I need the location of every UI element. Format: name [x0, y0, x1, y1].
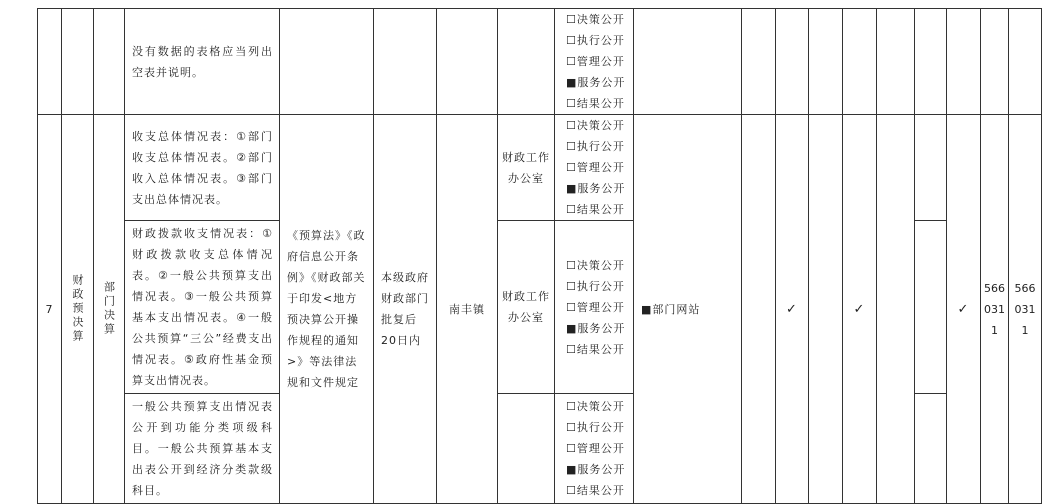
cell-channel: ■部门网站	[634, 115, 742, 504]
cell-empty	[742, 115, 776, 504]
cell-empty	[877, 115, 915, 504]
option-service: ■服务公开	[566, 463, 626, 476]
option-management: ☐管理公开	[566, 442, 625, 455]
option-management: ☐管理公开	[566, 55, 625, 68]
option-management: ☐管理公开	[566, 300, 625, 314]
cell-org-empty	[498, 9, 555, 115]
option-service: ■服务公开	[566, 321, 626, 335]
cell-timing: 本级政府财政部门批复后20日内	[374, 115, 437, 504]
cell-seq-empty	[38, 9, 62, 115]
cell-basis-empty	[280, 9, 374, 115]
cell-category-empty	[62, 9, 94, 115]
cell-subject: 南丰镇	[437, 115, 498, 504]
cell-description: 收支总体情况表：①部门收支总体情况表。②部门收入总体情况表。③部门支出总体情况表。	[125, 115, 280, 221]
cell-empty	[947, 9, 981, 115]
option-decision: ☐决策公开	[566, 13, 625, 26]
cell-category	[62, 115, 94, 504]
table-row-7a	[38, 115, 1042, 221]
cell-org	[498, 394, 555, 504]
option-result: ☐结果公开	[566, 203, 625, 216]
code-2-text: 566 031 1	[1014, 281, 1036, 337]
cell-subcategory	[94, 115, 125, 504]
cell-description: 没有数据的表格应当列出空表并说明。	[125, 9, 280, 115]
option-result: ☐结果公开	[566, 484, 625, 497]
cell-split-top	[915, 115, 947, 221]
cell-split-mid	[915, 221, 947, 394]
cell-disclosure-options	[555, 115, 634, 221]
cell-org: 财政工作办公室	[498, 115, 555, 221]
option-execution: ☐执行公开	[566, 140, 625, 153]
cell-disclosure-options	[555, 394, 634, 504]
cell-disclosure-options	[555, 9, 634, 115]
check-mark: ✓	[843, 115, 877, 504]
cell-description: 财政拨款收支情况表：①财政拨款收支总体情况表。②一般公共预算支出情况表。③一般公共预算基本支出情况表。④一般公共预算“三公”经费支出情况表。⑤政府性基金预算支出情况表。	[125, 221, 280, 394]
cell-disclosure-options	[555, 221, 634, 394]
cell-empty	[877, 9, 915, 115]
cell-basis: 《预算法》《政府信息公开条例》《财政部关于印发<地方预决算公开操作规程的通知>》等法律法规和文件规定	[280, 115, 374, 504]
option-service: ■服务公开	[566, 182, 626, 195]
cell-empty	[981, 9, 1009, 115]
cell-subject-empty	[437, 9, 498, 115]
cell-empty	[776, 9, 809, 115]
disclosure-table-frame	[37, 8, 1036, 497]
option-service: ■服务公开	[566, 76, 626, 89]
subcategory-label: 部门决算	[102, 281, 116, 337]
cell-channel-empty	[634, 9, 742, 115]
cell-split-bottom	[915, 394, 947, 504]
option-result: ☐结果公开	[566, 97, 625, 110]
cell-seq: 7	[38, 115, 62, 504]
option-execution: ☐执行公开	[566, 421, 625, 434]
cell-empty	[809, 115, 843, 504]
cell-code-2	[1009, 115, 1042, 504]
cell-empty	[915, 9, 947, 115]
cell-subcategory-empty	[94, 9, 125, 115]
table-row-top	[38, 9, 1042, 115]
check-mark: ✓	[947, 115, 981, 504]
option-execution: ☐执行公开	[566, 279, 625, 293]
cell-empty	[843, 9, 877, 115]
category-label: 财政预决算	[71, 274, 84, 344]
cell-org: 财政工作办公室	[498, 221, 555, 394]
cell-empty	[742, 9, 776, 115]
code-1-text: 566 031 1	[984, 281, 1005, 337]
cell-code-1	[981, 115, 1009, 504]
cell-empty	[809, 9, 843, 115]
option-result: ☐结果公开	[566, 342, 625, 356]
option-execution: ☐执行公开	[566, 34, 625, 47]
cell-timing-empty	[374, 9, 437, 115]
option-decision: ☐决策公开	[566, 258, 625, 272]
disclosure-table	[37, 8, 1042, 504]
check-mark: ✓	[776, 115, 809, 504]
option-decision: ☐决策公开	[566, 400, 625, 413]
option-decision: ☐决策公开	[566, 119, 625, 132]
option-management: ☐管理公开	[566, 161, 625, 174]
cell-description: 一般公共预算支出情况表公开到功能分类项级科目。一般公共预算基本支出表公开到经济分类款级科目。	[125, 394, 280, 504]
cell-empty	[1009, 9, 1042, 115]
